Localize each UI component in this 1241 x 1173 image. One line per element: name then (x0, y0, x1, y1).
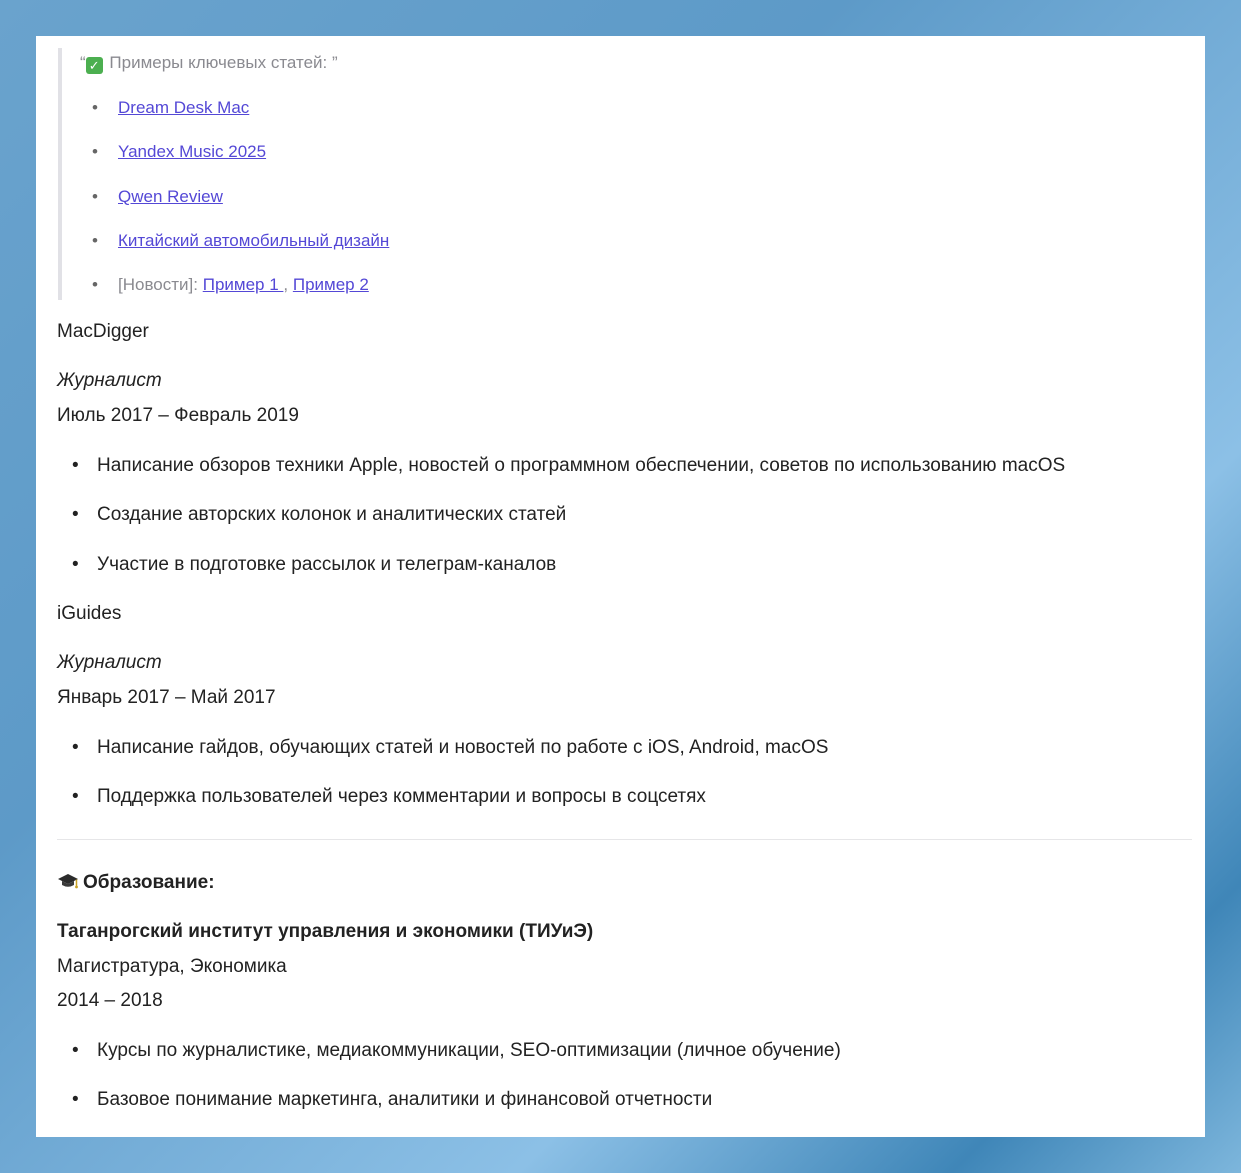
education-years: 2014 – 2018 (57, 990, 163, 1011)
resume-document: “ ✓ Примеры ключевых статей: ” • Dream Desk Mac • Yandex Music 2025 • Qwen Review • Китайский автомобильный дизайн • [Новости]: Пример 1 , Пример 2 MacDigger Журналист Июль 2017 – Февраль 2019 • Написание обзоров техники Apple, новостей о программном обеспечении, советов по использованию macOS • Создание авторских колонок и аналитических статей • Участие в подготовке рассылок и телеграм-каналов iGuides Журналист Январь 2017 – Май 2017 • Написание гайдов, обучающих статей и новостей по работе с iOS, Android, macOS • Поддержка пользователей через комментарии и вопросы в соцсетях Образование: Таганрогский институт управления и экономики (ТИУиЭ) Магистратура, Экономика 2014 – 2018 • Курсы по журналистике, медиакоммуникации, SEO-оптимизации (личное обучение) • Базовое понимание маркетинга, аналитики и финансовой отчетности (36, 36, 1205, 1137)
news-example-1-link[interactable]: Пример 1 (202, 275, 284, 294)
job-company: MacDigger (57, 321, 149, 342)
article-link-chinese-car-design[interactable]: Китайский автомобильный дизайн (118, 231, 390, 250)
job-company: iGuides (57, 603, 122, 624)
job-period: Январь 2017 – Май 2017 (57, 687, 276, 708)
education-institution: Таганрогский институт управления и экономики (ТИУиЭ) (57, 921, 594, 942)
news-label: [Новости]: (118, 275, 198, 294)
article-link-dream-desk-mac[interactable]: Dream Desk Mac (118, 98, 250, 117)
news-example-2-link[interactable]: Пример 2 (292, 275, 369, 294)
article-link-qwen-review[interactable]: Qwen Review (118, 187, 223, 206)
check-mark-icon: ✓ (86, 57, 103, 74)
graduation-cap-icon (57, 872, 79, 890)
job-role: Журналист (57, 652, 162, 673)
section-divider (57, 839, 1192, 840)
job-role: Журналист (57, 370, 162, 391)
quote-heading: “ ✓ Примеры ключевых статей: ” (80, 53, 338, 73)
job-period: Июль 2017 – Февраль 2019 (57, 405, 299, 426)
education-heading: Образование: (57, 872, 215, 894)
education-degree: Магистратура, Экономика (57, 956, 287, 977)
example-articles-quote: “ ✓ Примеры ключевых статей: ” • Dream Desk Mac • Yandex Music 2025 • Qwen Review • Китайский автомобильный дизайн • [Новости]: Пример 1 , Пример 2 (58, 48, 1062, 300)
article-link-yandex-music[interactable]: Yandex Music 2025 (118, 142, 267, 161)
